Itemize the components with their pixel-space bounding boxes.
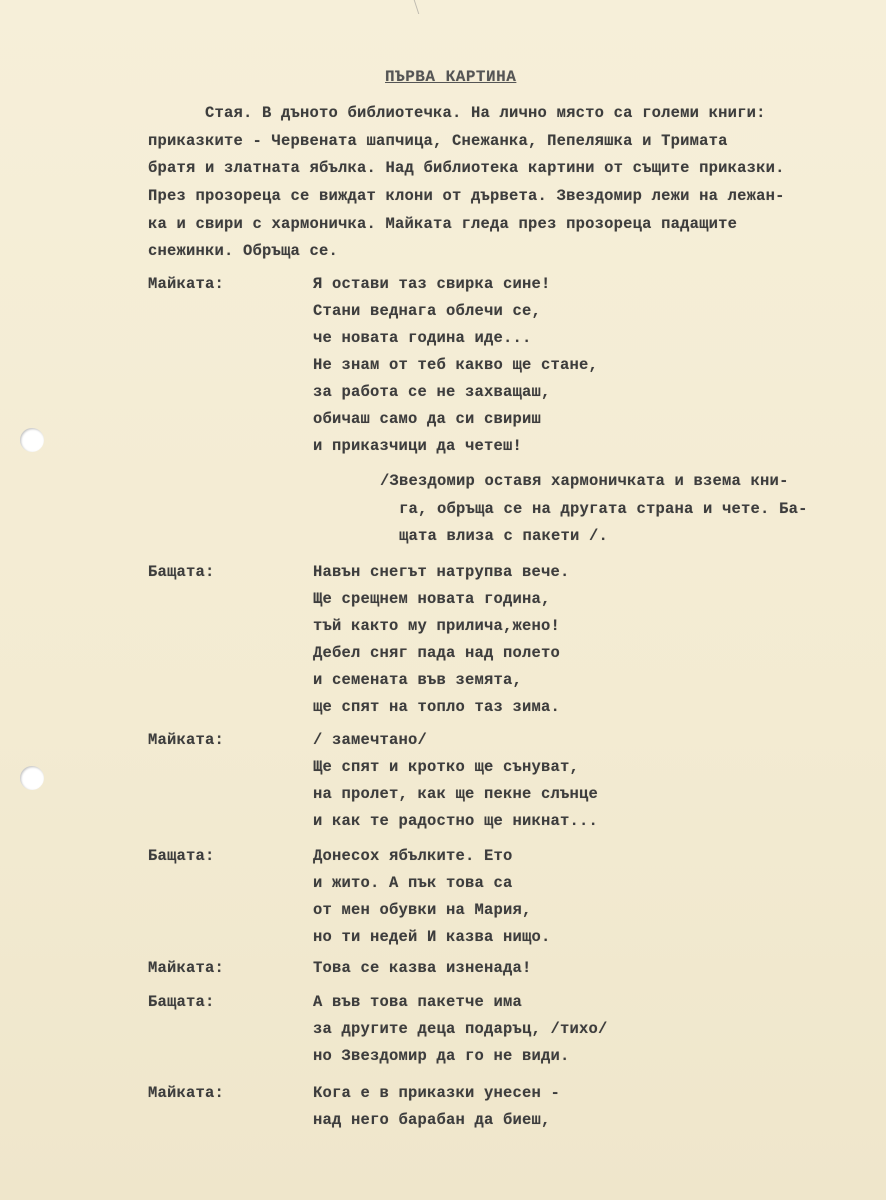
verse-line: но Звездомир да го не види. bbox=[313, 1047, 570, 1065]
verse-line: на пролет, как ще пекне слънце bbox=[313, 785, 599, 803]
verse-line: А във това пакетче има bbox=[313, 993, 523, 1011]
verse-line: но ти недей И казва нищо. bbox=[313, 928, 551, 946]
verse-line: и семената във земята, bbox=[313, 671, 523, 689]
verse-block bbox=[313, 955, 532, 982]
speaker-name: Бащата: bbox=[148, 847, 215, 865]
punch-hole bbox=[20, 428, 44, 452]
speaker-name: Майката: bbox=[148, 275, 225, 293]
speaker-name: Майката: bbox=[148, 1084, 225, 1102]
verse-line: Ще срещнем новата година, bbox=[313, 590, 551, 608]
verse-line: тъй както му прилича,жено! bbox=[313, 617, 561, 635]
verse-block bbox=[313, 1080, 560, 1134]
verse-line: и жито. А пък това са bbox=[313, 874, 513, 892]
stage-direction bbox=[148, 100, 858, 266]
verse-line: над него барабан да биеш, bbox=[313, 1111, 551, 1129]
page-title: ПЪРВА КАРТИНА bbox=[385, 68, 517, 86]
verse-line: за другите деца подаръц, /тихо/ bbox=[313, 1020, 608, 1038]
verse-line: Дебел сняг пада над полето bbox=[313, 644, 561, 662]
verse-line: за работа се не захващаш, bbox=[313, 383, 551, 401]
speaker-name: Майката: bbox=[148, 959, 225, 977]
verse-line: / замечтано/ bbox=[313, 731, 428, 749]
verse-line: Стани веднага облечи се, bbox=[313, 302, 542, 320]
punch-hole bbox=[20, 766, 44, 790]
verse-line: че новата година иде... bbox=[313, 329, 532, 347]
direction-line: щата влиза с пакети /. bbox=[380, 527, 609, 545]
speaker-name: Бащата: bbox=[148, 993, 215, 1011]
speaker-name: Бащата: bbox=[148, 563, 215, 581]
verse-line: Донесох ябълките. Ето bbox=[313, 847, 513, 865]
verse-line: и приказчици да четеш! bbox=[313, 437, 523, 455]
direction-line: /Звездомир оставя хармоничката и взема кни- bbox=[380, 472, 789, 490]
action-direction bbox=[380, 468, 808, 551]
stage-line: Стая. В дъното библиотечка. На лично място са големи книги: bbox=[148, 104, 766, 122]
verse-block bbox=[313, 843, 551, 951]
stage-line: ка и свири с хармоничка. Майката гледа през прозореца падащите bbox=[148, 214, 738, 233]
verse-line: ще спят на топло таз зима. bbox=[313, 698, 561, 716]
verse-block bbox=[313, 559, 570, 721]
pencil-tick-mark bbox=[414, 0, 434, 14]
verse-line: обичаш само да си свириш bbox=[313, 410, 542, 428]
verse-line: Кога е в приказки унесен - bbox=[313, 1084, 561, 1102]
verse-block bbox=[313, 727, 598, 835]
verse-block bbox=[313, 989, 608, 1070]
stage-line: снежинки. Обръща се. bbox=[148, 242, 339, 261]
stage-line: приказките - Червената шапчица, Снежанка, Пепеляшка и Тримата bbox=[148, 131, 728, 150]
verse-line: Ще спят и кротко ще сънуват, bbox=[313, 758, 580, 776]
speaker-name: Майката: bbox=[148, 731, 225, 749]
verse-line: Не знам от теб какво ще стане, bbox=[313, 356, 599, 374]
direction-line: га, обръща се на другата страна и чете. Ба- bbox=[380, 499, 808, 518]
verse-block bbox=[313, 271, 598, 460]
verse-line: и как те радостно ще никнат... bbox=[313, 812, 599, 830]
stage-line: През прозореца се виждат клони от дървета. Звездомир лежи на лежан- bbox=[148, 187, 785, 206]
verse-line: от мен обувки на Мария, bbox=[313, 901, 532, 919]
stage-line: братя и златната ябълка. Над библиотека картини от същите приказки. bbox=[148, 159, 785, 178]
verse-line: Я остави таз свирка сине! bbox=[313, 275, 551, 293]
verse-line: Навън снегът натрупва вече. bbox=[313, 563, 570, 581]
verse-line: Това се казва изненада! bbox=[313, 959, 532, 977]
